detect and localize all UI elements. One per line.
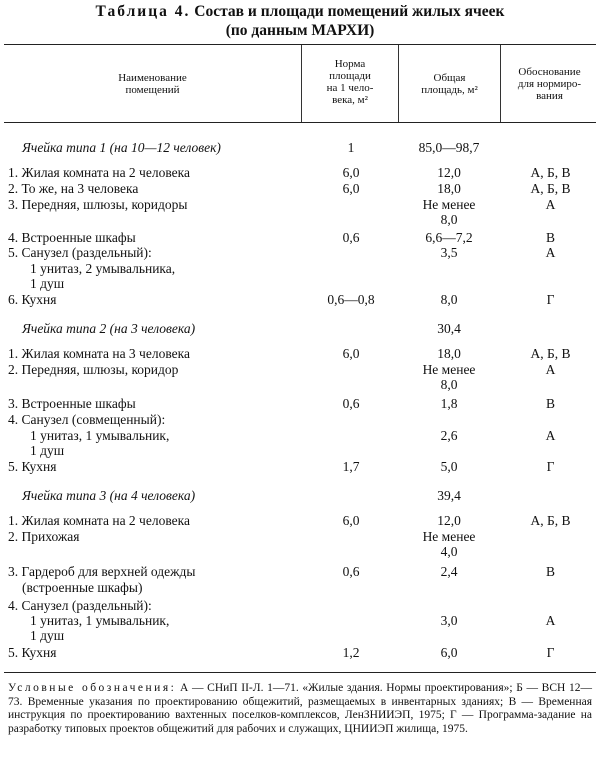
title-line-2: (по данным МАРХИ): [225, 22, 375, 39]
cell-total: 4,0: [440, 544, 458, 559]
cell-total: 18,0: [437, 181, 461, 196]
cell-name: 1 душ: [30, 443, 65, 458]
cell-name: 1 душ: [30, 276, 65, 291]
cell-name: 1. Жилая комната на 2 человека: [8, 165, 190, 180]
footnote-text: А — СНиП II-Л. 1—71. «Жилые здания. Нормы проектирования»; Б — ВСН 12—73. Временные указания по проектированию общежитий, размещаемых в инвентарных зданиях; В — Временная инструкция по проектированию вахтенных поселков-комплексов, ЛенЗНИИЭП, 1975; Г — Программа-задание на разработку типовых проектов общежитий для рабочих и служащих, ЦНИИЭП жилища, 1975.: [8, 682, 592, 735]
cell-norm: 1,7: [342, 459, 360, 474]
cell-name: 3. Гардероб для верхней одежды: [8, 564, 196, 579]
cell-total: 12,0: [437, 165, 461, 180]
cell-total: 30,4: [437, 321, 461, 336]
header-norm: [302, 58, 398, 106]
header-basis-line: вания: [536, 90, 563, 102]
cell-total: 2,4: [440, 564, 458, 579]
cell-name: 6. Кухня: [8, 292, 57, 307]
cell-norm: 6,0: [342, 181, 360, 196]
header-norm-line: века, м²: [332, 94, 368, 106]
cell-total: 1,8: [440, 396, 458, 411]
header-total: [399, 72, 500, 96]
top-rule: [4, 44, 596, 45]
header-basis-line: для нормиро-: [517, 78, 582, 90]
cell-norm: 1: [347, 140, 355, 155]
cell-name: 2. Передняя, шлюзы, коридор: [8, 362, 179, 377]
cell-total: 3,5: [440, 245, 458, 260]
cell-total: 85,0—98,7: [418, 140, 480, 155]
cell-name: 3. Встроенные шкафы: [8, 396, 136, 411]
cell-name: 4. Санузел (раздельный):: [8, 598, 152, 613]
bottom-rule: [4, 672, 596, 673]
cell-basis: В: [545, 230, 555, 245]
cell-name: 2. То же, на 3 человека: [8, 181, 139, 196]
cell-basis: А, Б, В: [530, 181, 571, 196]
header-name-line: Наименование: [118, 72, 187, 84]
cell-name: 1 душ: [30, 628, 65, 643]
cell-norm: 6,0: [342, 513, 360, 528]
cell-total: 6,6—7,2: [425, 230, 473, 245]
cell-name: 5. Санузел (раздельный):: [8, 245, 152, 260]
cell-total: 8,0: [440, 377, 458, 392]
cell-basis: А, Б, В: [530, 165, 571, 180]
cell-total: 12,0: [437, 513, 461, 528]
header-basis-line: Обоснование: [518, 66, 581, 78]
cell-name: 4. Санузел (совмещенный):: [8, 412, 166, 427]
cell-name: Ячейка типа 1 (на 10—12 человек): [22, 140, 221, 155]
cell-total: Не менее: [422, 362, 476, 377]
cell-basis: Г: [546, 645, 555, 660]
cell-basis: Г: [546, 292, 555, 307]
cell-basis: А: [545, 362, 556, 377]
table-number: Таблица 4.: [95, 3, 191, 20]
cell-basis: А: [545, 197, 556, 212]
cell-total: Не менее: [422, 529, 476, 544]
cell-name: Ячейка типа 3 (на 4 человека): [22, 488, 196, 503]
cell-basis: А, Б, В: [530, 346, 571, 361]
title-text: Состав и площади помещений жилых ячеек: [194, 3, 505, 20]
cell-total: 6,0: [440, 645, 458, 660]
cell-total: 2,6: [440, 428, 458, 443]
header-basis: [501, 66, 598, 102]
header-total-line: площадь, м²: [421, 84, 478, 96]
header-name: [4, 72, 301, 96]
cell-name: 1. Жилая комната на 3 человека: [8, 346, 190, 361]
cell-norm: 6,0: [342, 346, 360, 361]
cell-basis: А: [545, 613, 556, 628]
cell-basis: А: [545, 428, 556, 443]
cell-total: 39,4: [437, 488, 461, 503]
cell-name: 1 унитаз, 2 умывальника,: [30, 261, 176, 276]
header-norm-line: на 1 чело-: [326, 82, 374, 94]
cell-total: 18,0: [437, 346, 461, 361]
cell-basis: В: [545, 564, 555, 579]
cell-norm: 1,2: [342, 645, 360, 660]
cell-basis: В: [545, 396, 555, 411]
footnote: [8, 682, 592, 736]
cell-norm: 0,6: [342, 230, 360, 245]
cell-name: 5. Кухня: [8, 645, 57, 660]
header-total-line: Общая: [433, 72, 466, 84]
cell-norm: 0,6—0,8: [327, 292, 375, 307]
cell-total: Не менее: [422, 197, 476, 212]
cell-basis: Г: [546, 459, 555, 474]
header-norm-line: Норма: [334, 58, 366, 70]
cell-norm: 0,6: [342, 396, 360, 411]
table-title: [0, 2, 600, 40]
cell-name: (встроенные шкафы): [22, 580, 143, 595]
cell-total: 8,0: [440, 292, 458, 307]
cell-total: 5,0: [440, 459, 458, 474]
cell-total: 3,0: [440, 613, 458, 628]
cell-name: 3. Передняя, шлюзы, коридоры: [8, 197, 188, 212]
cell-name: 4. Встроенные шкафы: [8, 230, 136, 245]
cell-name: 5. Кухня: [8, 459, 57, 474]
cell-norm: 6,0: [342, 165, 360, 180]
cell-name: 1 унитаз, 1 умывальник,: [30, 428, 170, 443]
cell-name: Ячейка типа 2 (на 3 человека): [22, 321, 196, 336]
cell-basis: А, Б, В: [530, 513, 571, 528]
header-norm-line: площади: [329, 70, 371, 82]
header-bottom-rule: [4, 122, 596, 123]
title-line-1: [0, 2, 600, 21]
cell-name: 1. Жилая комната на 2 человека: [8, 513, 190, 528]
cell-basis: А: [545, 245, 556, 260]
cell-name: 1 унитаз, 1 умывальник,: [30, 613, 170, 628]
cell-norm: 0,6: [342, 564, 360, 579]
cell-total: 8,0: [440, 212, 458, 227]
footnote-lead: Условные обозначения:: [8, 682, 177, 694]
cell-name: 2. Прихожая: [8, 529, 80, 544]
header-name-line: помещений: [125, 84, 180, 96]
